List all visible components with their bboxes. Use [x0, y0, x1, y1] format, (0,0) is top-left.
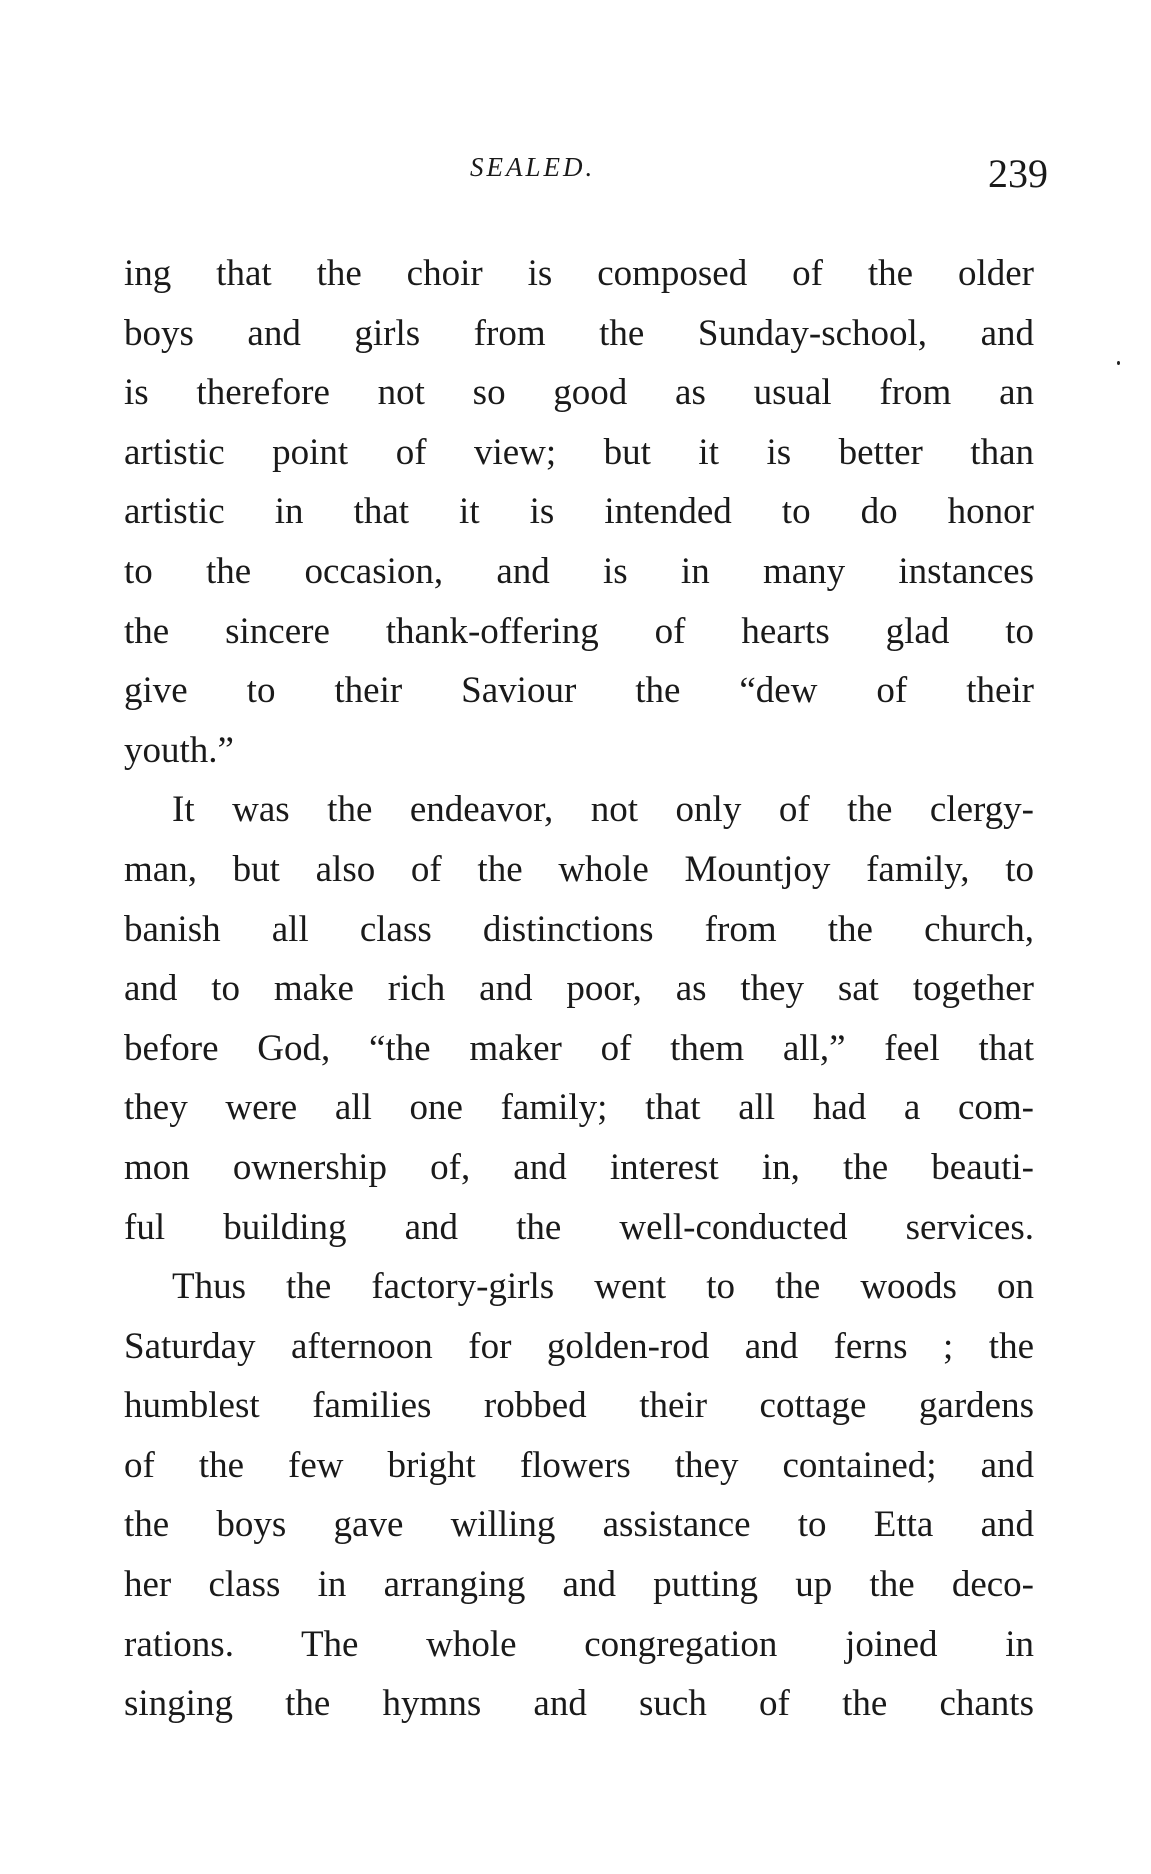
text-line: It was the endeavor, not only of the clergy-: [172, 789, 1034, 831]
text-line: man, but also of the whole Mountjoy family, to: [124, 848, 1034, 890]
text-line: give to their Saviour the “dew of their: [124, 670, 1034, 712]
running-header-title: SEALED.: [470, 152, 596, 182]
text-line: ful building and the well-conducted services.: [124, 1206, 1034, 1248]
text-line: to the occasion, and is in many instances: [124, 550, 1034, 592]
text-line: the boys gave willing assistance to Etta and: [124, 1504, 1034, 1546]
text-line: of the few bright flowers they contained; and: [124, 1444, 1034, 1486]
scan-speck: [1117, 361, 1120, 365]
text-line: boys and girls from the Sunday-school, and: [124, 312, 1034, 354]
text-line: Thus the factory-girls went to the woods on: [172, 1266, 1034, 1308]
text-line: ing that the choir is composed of the older: [124, 253, 1034, 294]
text-line: banish all class distinctions from the church,: [124, 908, 1034, 950]
text-line: rations. The whole congregation joined in: [124, 1623, 1034, 1665]
text-line: the sincere thank-offering of hearts glad to: [124, 610, 1034, 652]
text-line: artistic point of view; but it is better than: [124, 431, 1034, 473]
text-line: humblest families robbed their cottage gardens: [124, 1385, 1034, 1427]
text-line: before God, “the maker of them all,” feel that: [124, 1027, 1034, 1069]
text-line: is therefore not so good as usual from an: [124, 372, 1034, 414]
text-line: Saturday afternoon for golden-rod and ferns ; the: [124, 1325, 1034, 1367]
text-line: mon ownership of, and interest in, the beauti-: [124, 1146, 1034, 1188]
text-line: artistic in that it is intended to do honor: [124, 491, 1034, 533]
text-line: and to make rich and poor, as they sat together: [124, 968, 1034, 1010]
text-line: youth.”: [124, 729, 234, 771]
body-text: [124, 244, 1034, 1734]
page-number: 239: [988, 151, 1048, 196]
text-line: singing the hymns and such of the chants: [124, 1683, 1034, 1725]
text-line: they were all one family; that all had a com-: [124, 1087, 1034, 1129]
text-line: her class in arranging and putting up the deco-: [124, 1564, 1034, 1606]
